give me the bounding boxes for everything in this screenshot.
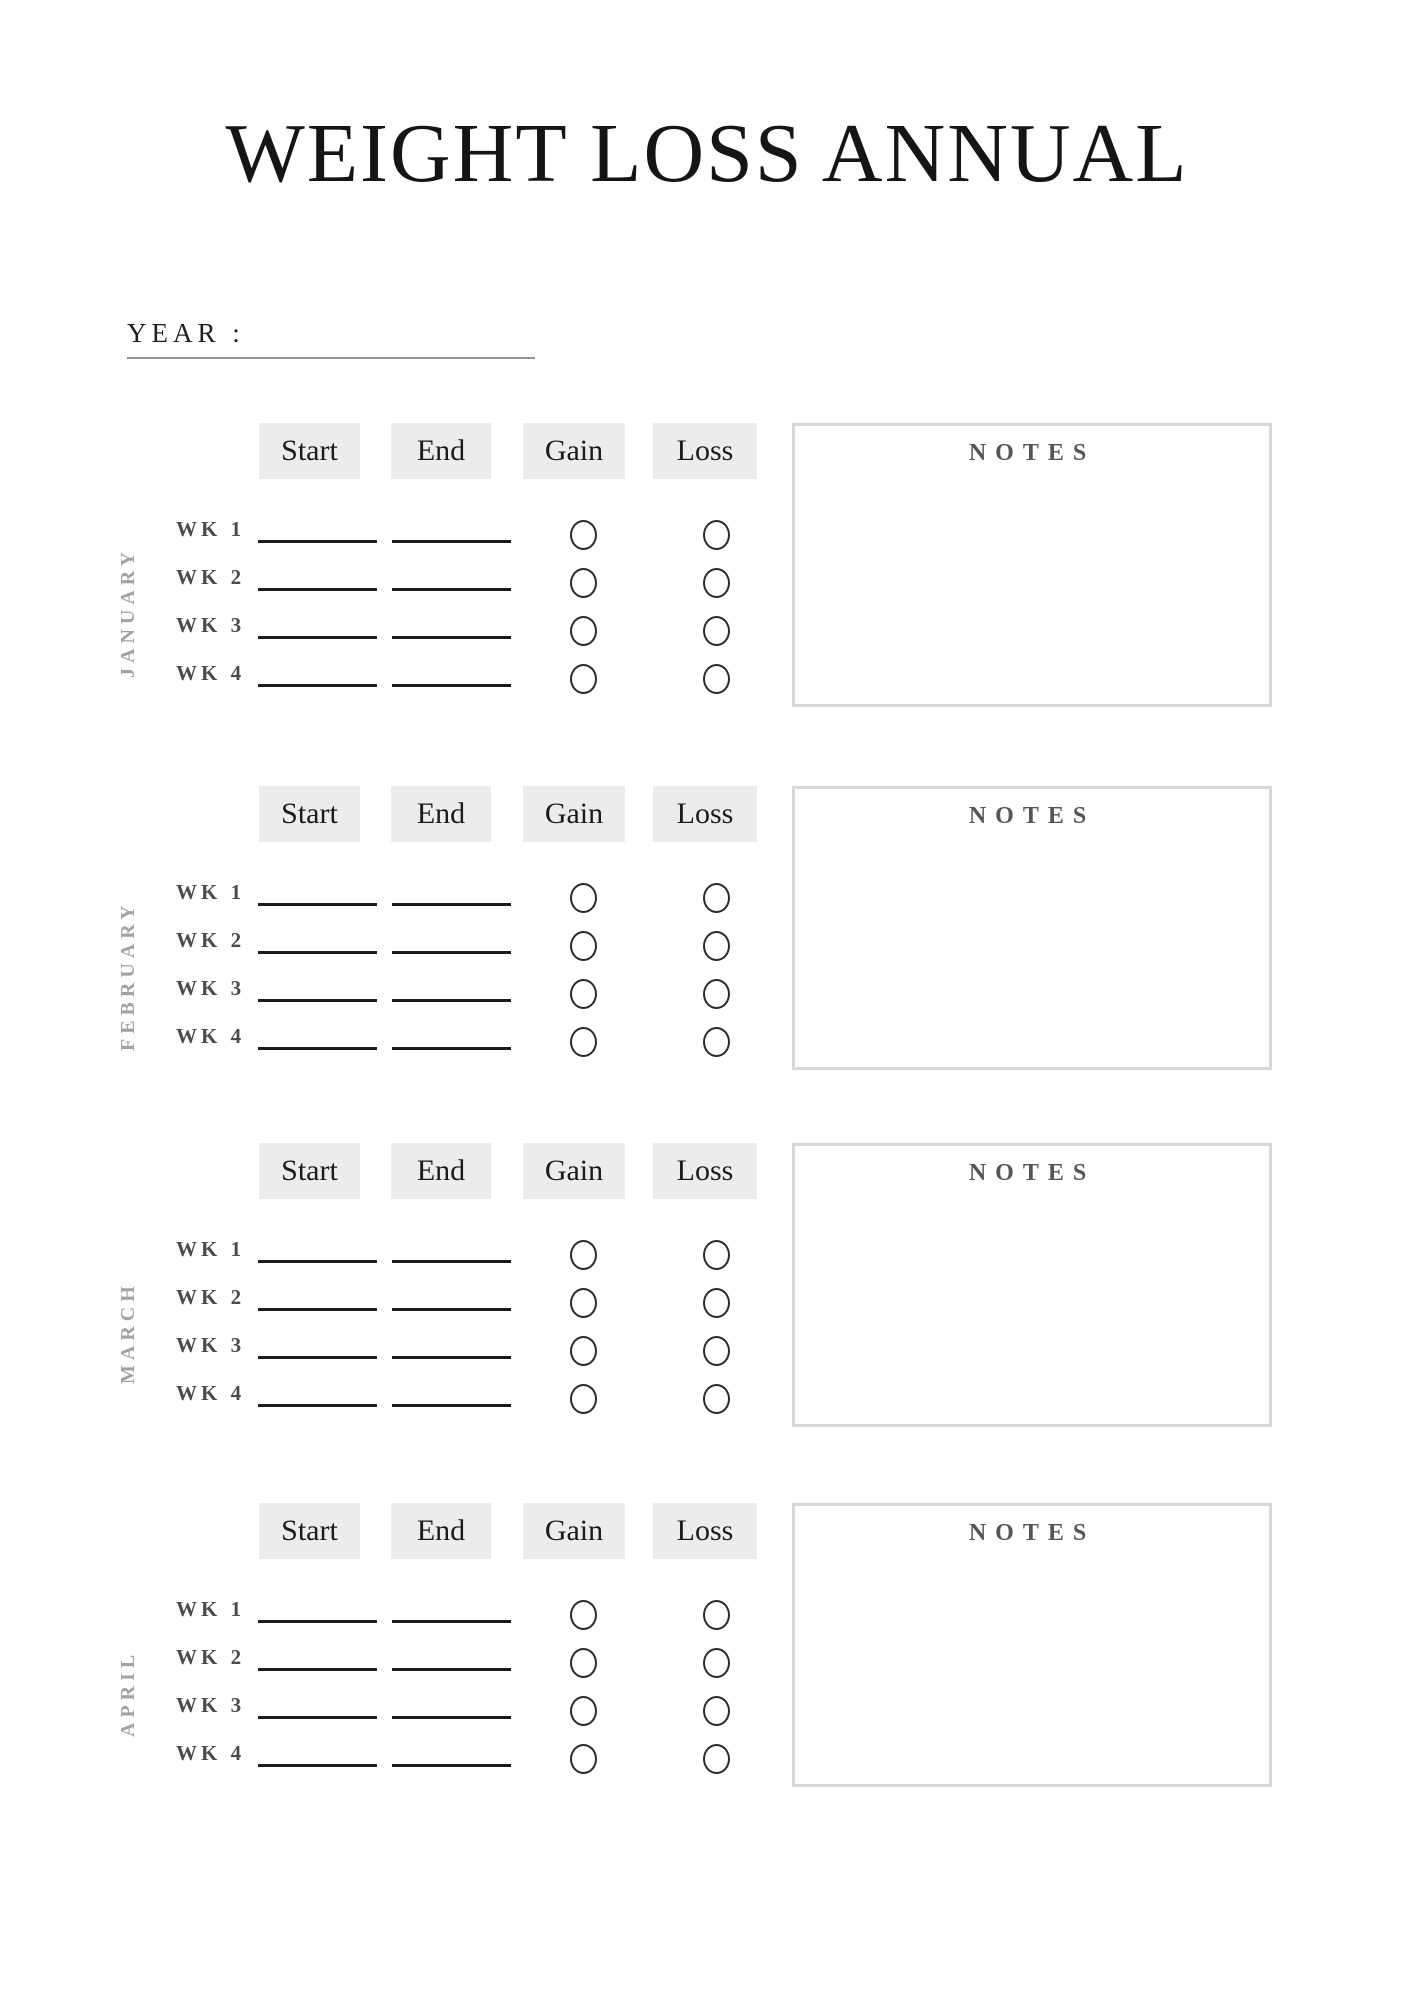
week-label: WK 3	[176, 613, 246, 637]
gain-circle[interactable]	[570, 1600, 597, 1630]
gain-circle[interactable]	[570, 1696, 597, 1726]
loss-circle[interactable]	[703, 1027, 730, 1057]
column-header-start: Start	[259, 1503, 360, 1559]
gain-circle[interactable]	[570, 616, 597, 646]
week-label: WK 2	[176, 1285, 246, 1309]
end-weight-blank[interactable]	[392, 1260, 511, 1263]
week-label: WK 1	[176, 880, 246, 904]
column-header-loss: Loss	[653, 423, 757, 479]
loss-circle[interactable]	[703, 1696, 730, 1726]
month-section	[0, 1143, 1414, 1505]
start-weight-blank[interactable]	[258, 588, 377, 591]
gain-circle[interactable]	[570, 520, 597, 550]
year-input-line[interactable]	[127, 357, 535, 359]
week-label: WK 1	[176, 1597, 246, 1621]
month-section	[0, 423, 1414, 785]
month-label: MARCH	[117, 1281, 139, 1385]
month-section	[0, 786, 1414, 1148]
gain-circle[interactable]	[570, 1384, 597, 1414]
week-label: WK 3	[176, 976, 246, 1000]
end-weight-blank[interactable]	[392, 636, 511, 639]
week-label: WK 1	[176, 1237, 246, 1261]
column-header-loss: Loss	[653, 786, 757, 842]
end-weight-blank[interactable]	[392, 1620, 511, 1623]
gain-circle[interactable]	[570, 1288, 597, 1318]
gain-circle[interactable]	[570, 931, 597, 961]
notes-label: NOTES	[968, 440, 1096, 466]
start-weight-blank[interactable]	[258, 1260, 377, 1263]
gain-circle[interactable]	[570, 883, 597, 913]
column-header-start: Start	[259, 786, 360, 842]
notes-label: NOTES	[968, 1160, 1096, 1186]
end-weight-blank[interactable]	[392, 999, 511, 1002]
end-weight-blank[interactable]	[392, 1308, 511, 1311]
end-weight-blank[interactable]	[392, 1047, 511, 1050]
start-weight-blank[interactable]	[258, 540, 377, 543]
loss-circle[interactable]	[703, 1600, 730, 1630]
week-label: WK 2	[176, 928, 246, 952]
start-weight-blank[interactable]	[258, 1668, 377, 1671]
end-weight-blank[interactable]	[392, 903, 511, 906]
end-weight-blank[interactable]	[392, 1716, 511, 1719]
start-weight-blank[interactable]	[258, 1356, 377, 1359]
loss-circle[interactable]	[703, 931, 730, 961]
start-weight-blank[interactable]	[258, 999, 377, 1002]
week-label: WK 3	[176, 1333, 246, 1357]
gain-circle[interactable]	[570, 1648, 597, 1678]
month-label: FEBRUARY	[117, 900, 139, 1052]
gain-circle[interactable]	[570, 1744, 597, 1774]
column-header-end: End	[391, 1143, 491, 1199]
loss-circle[interactable]	[703, 568, 730, 598]
loss-circle[interactable]	[703, 664, 730, 694]
start-weight-blank[interactable]	[258, 1764, 377, 1767]
notes-box[interactable]	[792, 1503, 1272, 1787]
notes-label: NOTES	[968, 803, 1096, 829]
gain-circle[interactable]	[570, 1027, 597, 1057]
column-header-loss: Loss	[653, 1143, 757, 1199]
column-header-start: Start	[259, 1143, 360, 1199]
end-weight-blank[interactable]	[392, 588, 511, 591]
gain-circle[interactable]	[570, 568, 597, 598]
loss-circle[interactable]	[703, 1240, 730, 1270]
week-label: WK 4	[176, 1381, 246, 1405]
start-weight-blank[interactable]	[258, 684, 377, 687]
loss-circle[interactable]	[703, 520, 730, 550]
page-title: WEIGHT LOSS ANNUAL	[225, 107, 1189, 200]
notes-box[interactable]	[792, 423, 1272, 707]
gain-circle[interactable]	[570, 979, 597, 1009]
loss-circle[interactable]	[703, 979, 730, 1009]
notes-label: NOTES	[968, 1520, 1096, 1546]
year-field	[127, 318, 537, 349]
column-header-gain: Gain	[523, 423, 625, 479]
month-section	[0, 1503, 1414, 1865]
notes-box[interactable]	[792, 786, 1272, 1070]
column-header-gain: Gain	[523, 786, 625, 842]
column-header-loss: Loss	[653, 1503, 757, 1559]
start-weight-blank[interactable]	[258, 1716, 377, 1719]
end-weight-blank[interactable]	[392, 1764, 511, 1767]
start-weight-blank[interactable]	[258, 636, 377, 639]
column-header-end: End	[391, 423, 491, 479]
week-label: WK 4	[176, 1024, 246, 1048]
start-weight-blank[interactable]	[258, 903, 377, 906]
column-header-end: End	[391, 1503, 491, 1559]
start-weight-blank[interactable]	[258, 1308, 377, 1311]
end-weight-blank[interactable]	[392, 540, 511, 543]
end-weight-blank[interactable]	[392, 1404, 511, 1407]
column-header-gain: Gain	[523, 1503, 625, 1559]
loss-circle[interactable]	[703, 1744, 730, 1774]
loss-circle[interactable]	[703, 1336, 730, 1366]
start-weight-blank[interactable]	[258, 951, 377, 954]
week-label: WK 2	[176, 565, 246, 589]
notes-box[interactable]	[792, 1143, 1272, 1427]
column-header-end: End	[391, 786, 491, 842]
week-label: WK 2	[176, 1645, 246, 1669]
loss-circle[interactable]	[703, 1648, 730, 1678]
year-label: YEAR :	[127, 318, 245, 348]
column-header-start: Start	[259, 423, 360, 479]
gain-circle[interactable]	[570, 664, 597, 694]
loss-circle[interactable]	[703, 883, 730, 913]
start-weight-blank[interactable]	[258, 1404, 377, 1407]
end-weight-blank[interactable]	[392, 1668, 511, 1671]
month-label: APRIL	[117, 1649, 139, 1737]
loss-circle[interactable]	[703, 616, 730, 646]
end-weight-blank[interactable]	[392, 684, 511, 687]
end-weight-blank[interactable]	[392, 951, 511, 954]
week-label: WK 1	[176, 517, 246, 541]
week-label: WK 4	[176, 1741, 246, 1765]
end-weight-blank[interactable]	[392, 1356, 511, 1359]
start-weight-blank[interactable]	[258, 1047, 377, 1050]
gain-circle[interactable]	[570, 1336, 597, 1366]
loss-circle[interactable]	[703, 1288, 730, 1318]
week-label: WK 4	[176, 661, 246, 685]
month-label: JANUARY	[117, 547, 139, 679]
column-header-gain: Gain	[523, 1143, 625, 1199]
loss-circle[interactable]	[703, 1384, 730, 1414]
gain-circle[interactable]	[570, 1240, 597, 1270]
week-label: WK 3	[176, 1693, 246, 1717]
start-weight-blank[interactable]	[258, 1620, 377, 1623]
